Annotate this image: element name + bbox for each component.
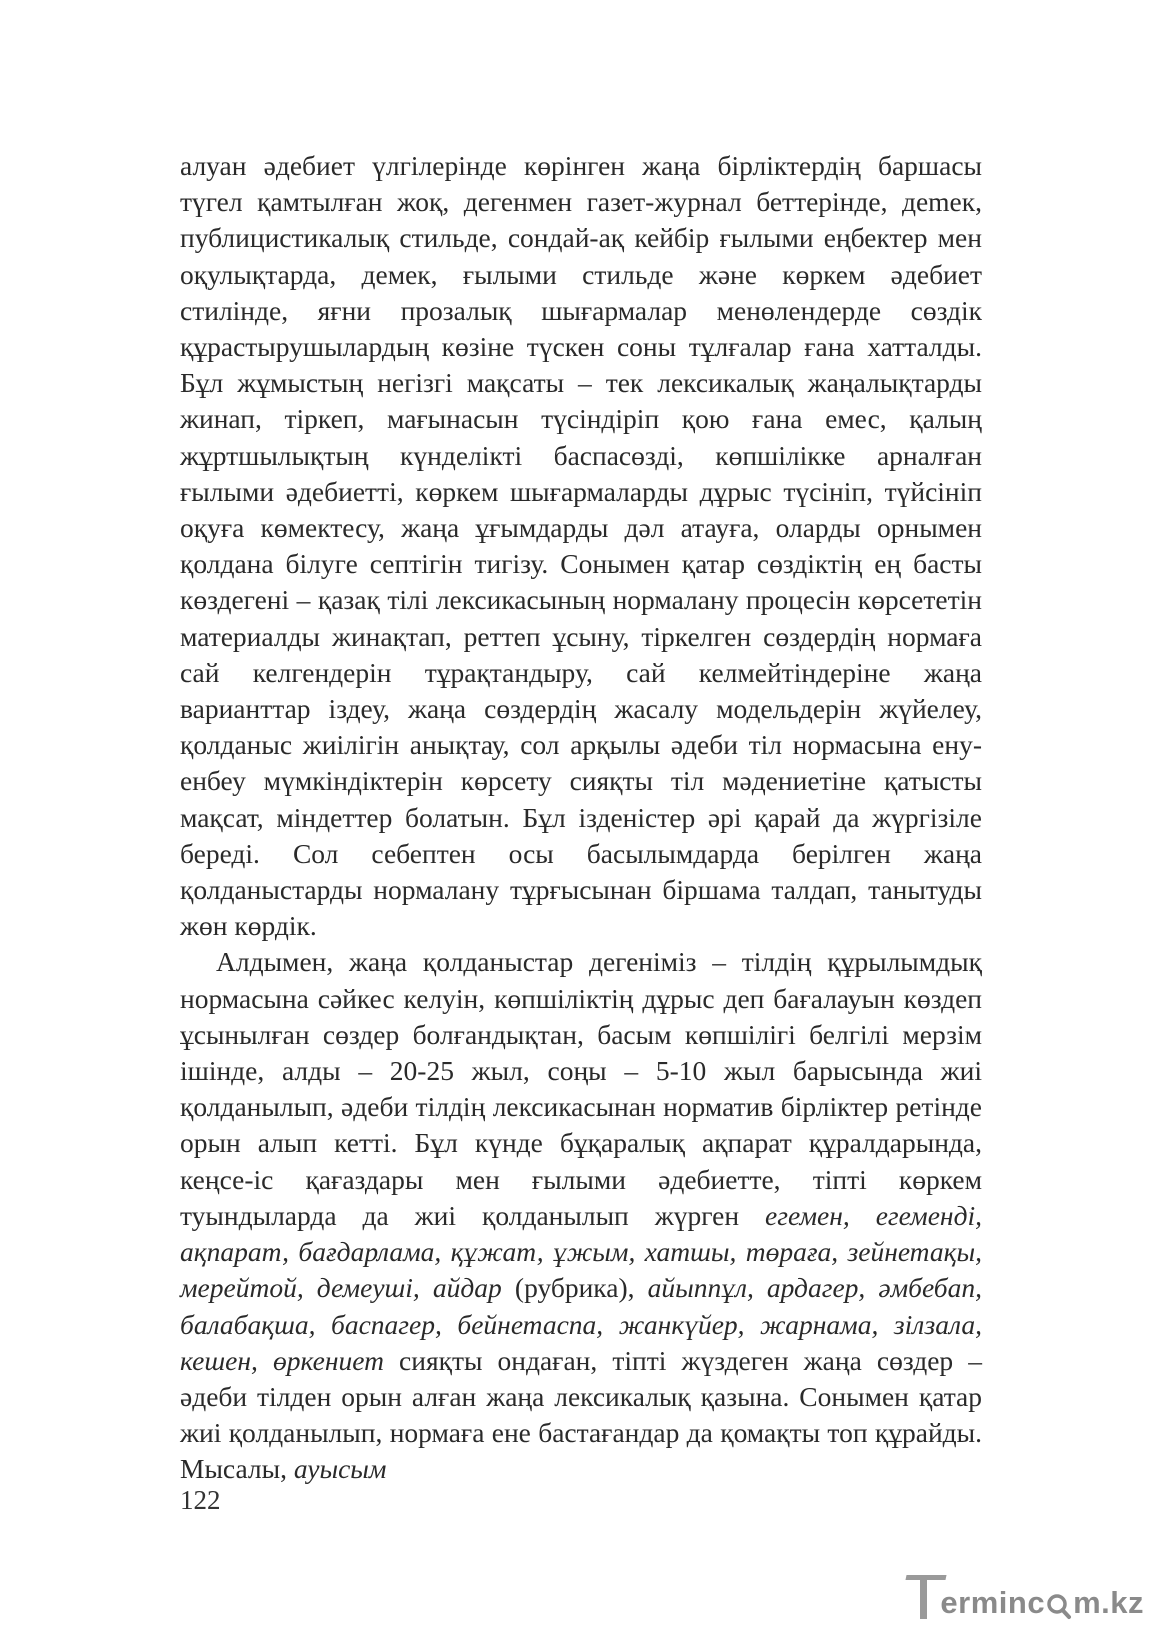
paragraph-2: [180, 944, 982, 1487]
paragraph-2-terms-a: егемен, егеменді, ақпарат, бағдарлама, құжат, ұжым, хатшы, төраға, зейнетақы, мерейтой, демеуші, айдар: [180, 1199, 982, 1304]
magnifier-o-icon: [1046, 1592, 1072, 1620]
paragraph-2-text-c: сияқты ондаған, тіпті жүздеген жаңа сөздер – әдеби тілден орын алған жаңа лексикалық қазына. Сонымен қатар жиі қолданылып, нормаға ене бастағандар да қомақты топ құрайды. Мысалы,: [180, 1344, 982, 1485]
watermark-prefix: erminc: [940, 1585, 1046, 1620]
page-body: [180, 148, 982, 1488]
watermark-suffix: m.kz: [1073, 1585, 1144, 1620]
paragraph-2-text-a: Алдымен, жаңа қолданыстар дегеніміз – тілдің құрылымдық нормасына сәйкес келуін, көпшіліктің дұрыс деп бағалауын көздеп ұсынылған сөздер болғандықтан, басым көпшілігі белгілі мерзім ішінде, алды – 20-25 жыл, соңы – 5-10 жыл барысында жиі қолданылып, әдеби тілдің лексикасынан норматив бірліктер ретінде орын алып кетті. Бұл күнде бұқаралық ақпарат құралдарында, кеңсе-іс қағаздары мен ғылыми әдебиетте, тіпті көркем туындыларда да жиі қолданылып жүрген: [180, 946, 982, 1231]
paragraph-2-text-b: (рубрика),: [501, 1272, 648, 1304]
paragraph-1-text: алуан әдебиет үлгілерінде көрінген жаңа бірліктердің баршасы түгел қамтылған жоқ, дегенмен газет-журнал беттерінде, деmек, публицистикалық стильде, сондай-ақ кейбір ғылыми еңбектер мен оқулықтарда, демек, ғылыми стильде және көркем әдебиет стилінде, яғни прозалық шығармалар менөлендерде сөздік құрастырушылардың көзіне түскен соны тұлғалар ғана хатталды. Бұл жұмыстың негізгі мақсаты – тек лексикалық жаңалықтарды жинап, тіркеп, мағынасын түсіндіріп қою ғана емес, қалың жұртшылықтың күнделікті баспасөзді, көпшілікке арналған ғылыми әдебиетті, көркем шығармаларды дұрыс түсініп, түйсініп оқуға көмектесу, жаңа ұғымдарды дәл атауға, оларды орнымен қолдана білуге септігін тигізу. Сонымен қатар сөздіктің ең басты көздегені – қазақ тілі лексикасының нормалану процесін көрсететін материалды жинақтап, реттеп ұсыну, тіркелген сөздердің нормаға сай келгендерін тұрақтандыру, сай келмейтіндеріне жаңа варианттар іздеу, жаңа сөздердің жасалу модельдерін жүйелеу, қолданыс жиілігін анықтау, сол арқылы әдеби тіл нормасына ену-енбеу мүмкіндіктерін көрсету сияқты тіл мәдениетіне қатысты мақсат, міндеттер болатын. Бұл ізденістер әрі қарай да жүргізіле береді. Сол себептен осы басылымдарда берілген жаңа қолданыстарды нормалану тұрғысынан біршама талдап, танытуды жөн көрдік.: [180, 150, 982, 942]
page-number: 122: [180, 1485, 221, 1515]
paragraph-2-terms-b: айыппұл, ардагер, әмбебап, балабақша, баспагер, бейнетаспа, жанкүйер, жарнама, зілзала, кешен, өркениет: [180, 1272, 982, 1376]
paragraph-1: [180, 148, 982, 944]
watermark-logo: [906, 1573, 1144, 1623]
paragraph-2-terms-c: ауысым: [293, 1453, 387, 1485]
t-logo-icon: [906, 1573, 940, 1623]
